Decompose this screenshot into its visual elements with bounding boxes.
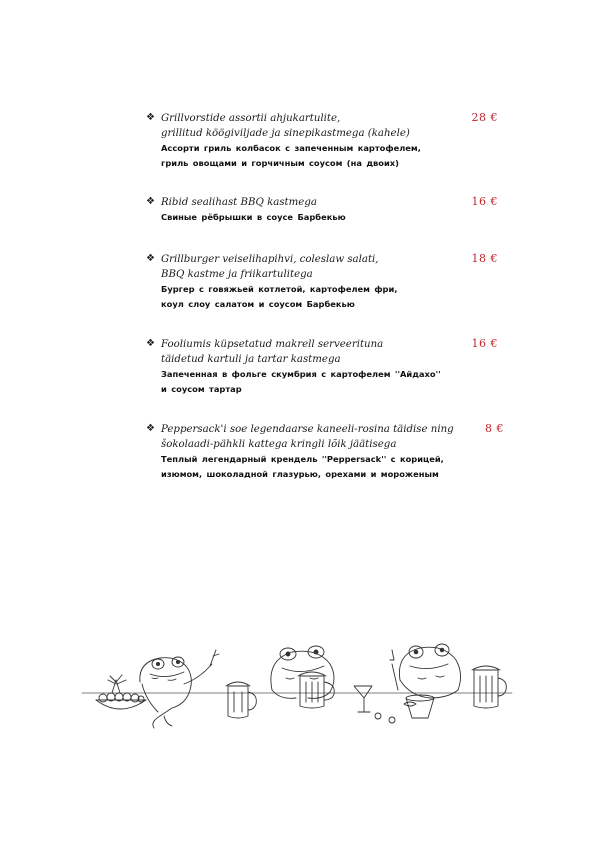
diamond-bullet-icon: ❖ — [146, 338, 155, 349]
item-description-line: Ассорти гриль колбасок с запеченным картофелем, — [161, 143, 421, 153]
item-name-line: Grillvorstide assortii ahjukartulite, — [161, 113, 341, 124]
menu-item-text — [161, 252, 461, 312]
menu-item-text — [161, 111, 461, 171]
menu-item — [146, 337, 506, 397]
menu-item-text — [161, 337, 461, 397]
item-name-line: Fooliumis küpsetatud makrell serveerituna — [161, 339, 384, 350]
glass-icon — [406, 695, 434, 718]
frog-middle-icon — [271, 646, 334, 698]
beer-mug-icon — [298, 672, 334, 708]
frogs-at-bar-illustration — [0, 620, 595, 740]
diamond-bullet-icon: ❖ — [146, 423, 155, 434]
beer-mug-icon — [472, 666, 506, 708]
item-name-line: Peppersack'i soe legendaarse kaneeli-rosina täidise ning — [161, 424, 454, 435]
item-price: 16 € — [471, 195, 498, 208]
menu-item — [146, 252, 506, 312]
item-description-line: Теплый легендарный крендель ''Peppersack'' с корицей, — [161, 454, 444, 464]
item-name-line: šokolaadi-pähkli kattega kringli lõik jäätisega — [161, 439, 397, 450]
item-price: 28 € — [471, 111, 498, 124]
item-description-line: и соусом тартар — [161, 384, 242, 394]
item-price: 16 € — [471, 337, 498, 350]
fruit-bowl-icon — [96, 675, 146, 709]
diamond-bullet-icon: ❖ — [146, 112, 155, 123]
item-name-line: Ribid sealihast BBQ kastmega — [161, 197, 317, 208]
item-description-line: изюмом, шоколадной глазурью, орехами и мороженым — [161, 469, 439, 479]
menu-item — [146, 422, 506, 482]
beer-mug-icon — [226, 682, 256, 718]
menu-item-text — [161, 422, 461, 482]
item-description-line: Запеченная в фольге скумбрия с картофелем ''Айдахо'' — [161, 369, 441, 379]
item-description-line: коул слоу салатом и соусом Барбекью — [161, 299, 355, 309]
item-description-line: гриль овощами и горчичным соусом (на двоих) — [161, 158, 399, 168]
diamond-bullet-icon: ❖ — [146, 196, 155, 207]
item-price: 18 € — [471, 252, 498, 265]
item-name-line: BBQ kastme ja friikartulitega — [161, 269, 313, 280]
cocktail-glass-icon — [354, 686, 416, 723]
item-name-line: täidetud kartuli ja tartar kastmega — [161, 354, 341, 365]
item-name-line: Grillburger veiselihapihvi, coleslaw salati, — [161, 254, 379, 265]
frog-left-icon — [140, 650, 219, 728]
diamond-bullet-icon: ❖ — [146, 253, 155, 264]
menu-item — [146, 195, 506, 225]
item-description-line: Свиные рёбрышки в соусе Барбекью — [161, 212, 346, 222]
menu-item-text — [161, 195, 461, 225]
item-price: 8 € — [485, 422, 504, 435]
frog-right-icon — [390, 644, 461, 698]
item-name-line: grillitud köögiviljade ja sinepikastmega (kahele) — [161, 128, 410, 139]
item-description-line: Бургер с говяжьей котлетой, картофелем фри, — [161, 284, 398, 294]
menu-item — [146, 111, 506, 171]
